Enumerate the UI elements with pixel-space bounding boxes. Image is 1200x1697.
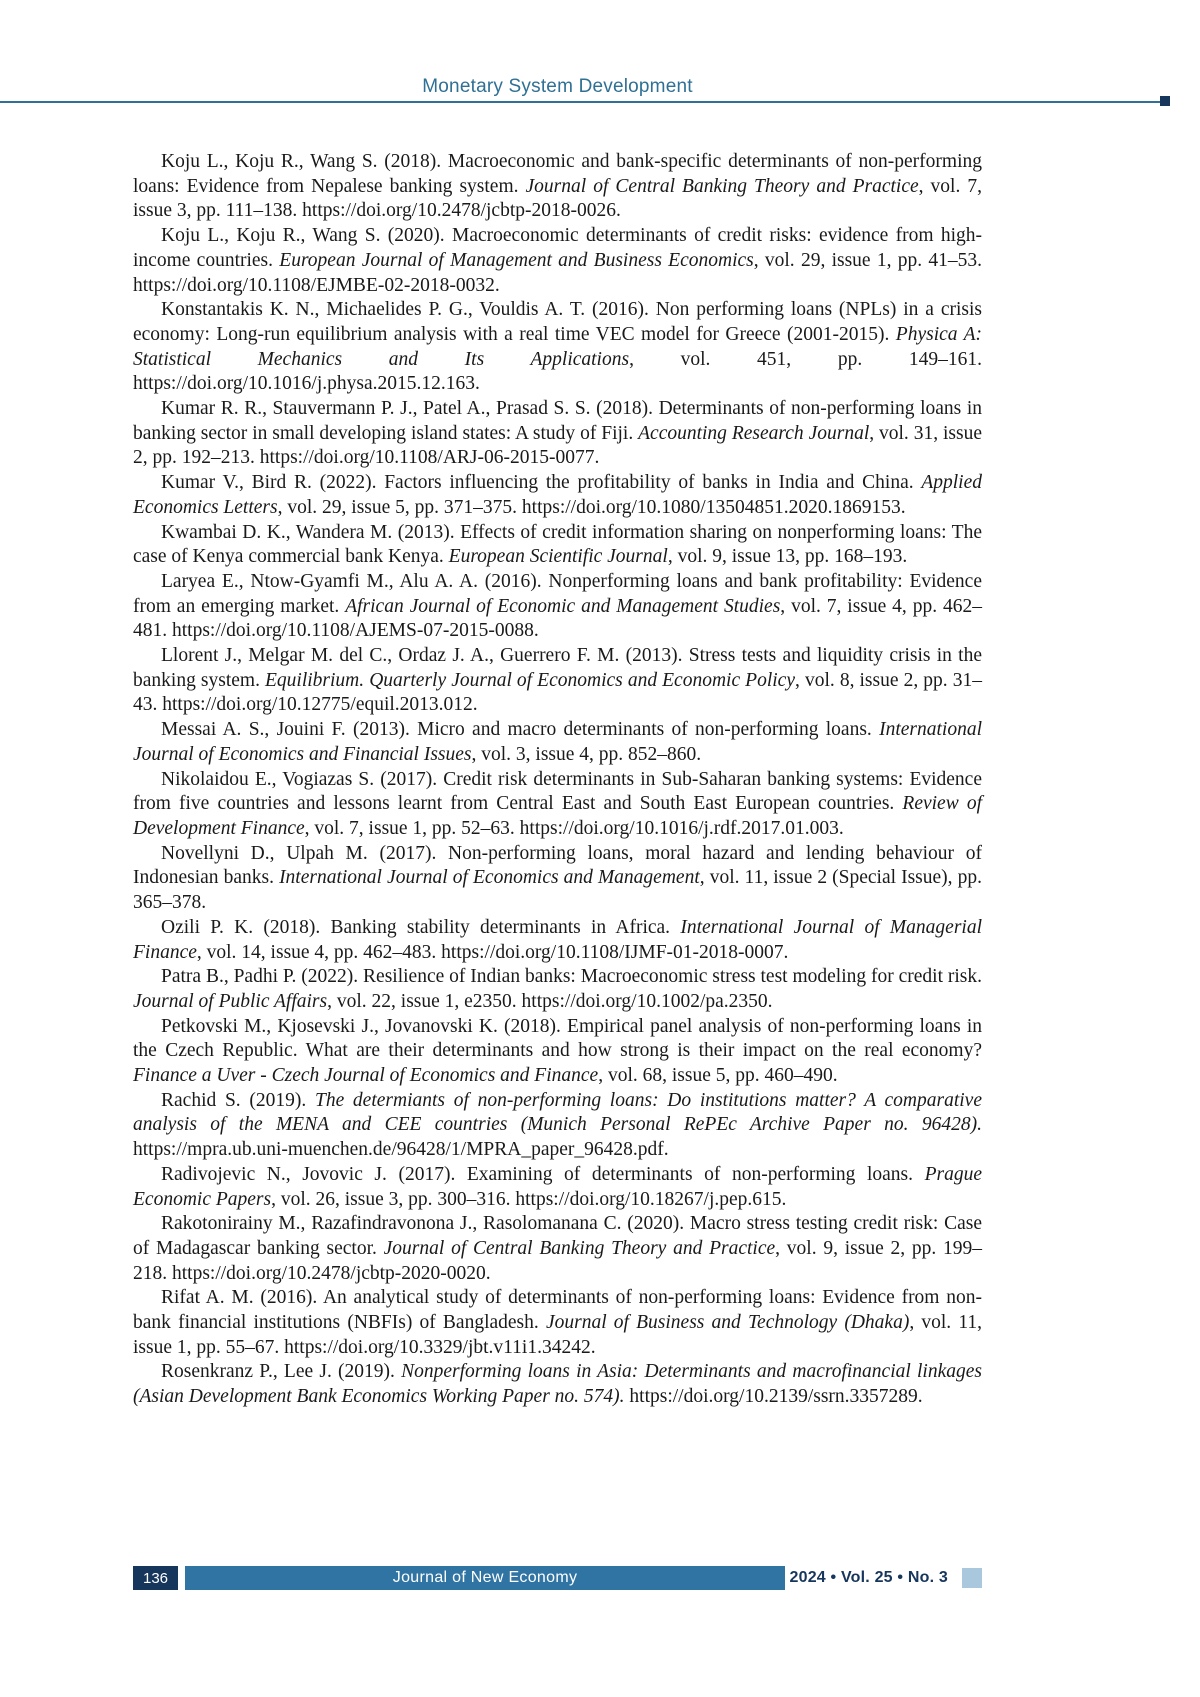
- reference-text: , vol. 11, issue 2 (Special Issue), pp. 365–378.: [133, 867, 982, 914]
- reference-text: , vol. 26, issue 3, pp. 300–316. https://doi.org/10.18267/j.pep.615.: [271, 1188, 787, 1210]
- reference-journal-title: Journal of Business and Technology (Dhaka): [545, 1312, 910, 1334]
- reference-text: Kumar R. R., Stauvermann P. J., Patel A., Prasad S. S. (2018). Determinants of non-performing loans in banking sector in small developing island states: A study of Fiji.: [133, 398, 982, 444]
- reference-text: Laryea E., Ntow-Gyamfi M., Alu A. A. (2016). Nonperforming loans and bank profitability: Evidence from an emerging market.: [133, 570, 982, 617]
- reference-text: , vol. 9, issue 13, pp. 168–193.: [667, 546, 908, 568]
- reference-text: , vol. 7, issue 1, pp. 52–63. https://doi.org/10.1016/j.rdf.2017.01.003.: [304, 817, 844, 839]
- reference-text: , vol. 7, issue 4, pp. 462–481. https://doi.org/10.1108/AJEMS-07-2015-0088.: [133, 595, 982, 642]
- journal-name-bar: Journal of New Economy: [185, 1566, 785, 1590]
- reference-text: Rifat A. M. (2016). An analytical study of determinants of non-performing loans: Evidence from non-bank financial institutions (NBFIs) of Bangladesh.: [133, 1287, 982, 1334]
- reference-journal-title: African Journal of Economic and Management Studies: [345, 595, 781, 617]
- references-list: [133, 150, 982, 1410]
- reference-text: Novellyni D., Ulpah M. (2017). Non-performing loans, moral hazard and lending behaviour of Indonesian banks.: [133, 842, 982, 889]
- reference-text: Patra B., Padhi P. (2022). Resilience of Indian banks: Macroeconomic stress test modeling for credit risk.: [161, 966, 982, 988]
- reference-item: [133, 1089, 982, 1163]
- reference-item: [133, 718, 982, 767]
- reference-text: , vol. 7, issue 3, pp. 111–138. https://doi.org/10.2478/jcbtp-2018-0026.: [133, 175, 983, 222]
- reference-text: , vol. 3, issue 4, pp. 852–860.: [471, 743, 702, 765]
- footer-end-square: [962, 1568, 982, 1588]
- reference-text: , vol. 29, issue 5, pp. 371–375. https://doi.org/10.1080/13504851.2020.1869153.: [277, 496, 906, 518]
- reference-journal-title: Accounting Research Journal: [638, 422, 870, 444]
- reference-text: https://mpra.ub.uni-muenchen.de/96428/1/MPRA_paper_96428.pdf.: [133, 1139, 669, 1161]
- reference-text: Nikolaidou E., Vogiazas S. (2017). Credit risk determinants in Sub-Saharan banking systems: Evidence from five countries and lessons learnt from Central East and South East European countries.: [133, 768, 982, 815]
- reference-journal-title: Journal of Central Banking Theory and Practice: [383, 1237, 776, 1259]
- header-end-square: [1160, 96, 1170, 106]
- reference-text: Ozili P. K. (2018). Banking stability determinants in Africa.: [161, 916, 681, 938]
- reference-text: , vol. 14, issue 4, pp. 462–483. https://doi.org/10.1108/IJMF-01-2018-0007.: [196, 941, 789, 963]
- page-number-badge: 136: [133, 1566, 178, 1590]
- running-head-title: Monetary System Development: [422, 76, 693, 97]
- reference-item: [133, 1360, 982, 1409]
- reference-text: , vol. 11, issue 1, pp. 55–67. https://doi.org/10.3329/jbt.v11i1.34242.: [133, 1312, 982, 1358]
- reference-journal-title: International Journal of Economics and Financial Issues: [133, 719, 982, 765]
- reference-journal-title: Nonperforming loans in Asia: Determinants and macrofinancial linkages (Asian Development Bank Economics Working Paper no. 574).: [133, 1361, 982, 1408]
- reference-text: Llorent J., Melgar M. del C., Ordaz J. A., Guerrero F. M. (2013). Stress tests and liquidity crisis in the banking system.: [133, 645, 982, 691]
- reference-item: [133, 298, 982, 397]
- reference-item: [133, 916, 982, 965]
- reference-journal-title: European Scientific Journal: [448, 546, 668, 568]
- reference-text: Petkovski M., Kjosevski J., Jovanovski K. (2018). Empirical panel analysis of non-performing loans in the Czech Republic. What are their determinants and how strong is their impact on the real economy?: [133, 1015, 982, 1062]
- reference-text: Rakotonirainy M., Razafindravonona J., Rasolomanana C. (2020). Macro stress testing credit risk: Case of Madagascar banking sector.: [133, 1213, 982, 1259]
- reference-journal-title: Physica A: Statistical Mechanics and Its Applications: [133, 323, 983, 370]
- reference-item: [133, 1163, 982, 1212]
- reference-journal-title: International Journal of Managerial Finance: [133, 916, 983, 963]
- reference-text: Kwambai D. K., Wandera M. (2013). Effects of credit information sharing on nonperforming loans: The case of Kenya commercial bank Kenya.: [133, 521, 982, 568]
- reference-journal-title: Applied Economics Letters: [133, 472, 982, 518]
- reference-text: , vol. 451, pp. 149–161. https://doi.org/10.1016/j.physa.2015.12.163.: [133, 348, 982, 395]
- reference-text: Messai A. S., Jouini F. (2013). Micro and macro determinants of non-performing loans.: [161, 719, 880, 741]
- reference-journal-title: Equilibrium. Quarterly Journal of Economics and Economic Policy: [265, 669, 795, 691]
- reference-journal-title: Finance a Uver - Czech Journal of Economics and Finance: [133, 1065, 599, 1087]
- reference-text: Koju L., Koju R., Wang S. (2018). Macroeconomic and bank-specific determinants of non-performing loans: Evidence from Nepalese banking system.: [133, 151, 982, 197]
- reference-journal-title: Journal of Central Banking Theory and Practice: [525, 175, 919, 197]
- reference-item: [133, 1212, 982, 1286]
- reference-item: [133, 224, 982, 298]
- reference-item: [133, 521, 982, 570]
- reference-text: , vol. 9, issue 2, pp. 199–218. https://doi.org/10.2478/jcbtp-2020-0020.: [133, 1237, 982, 1284]
- reference-item: [133, 150, 982, 224]
- reference-journal-title: European Journal of Management and Business Economics: [279, 249, 754, 271]
- reference-text: , vol. 29, issue 1, pp. 41–53. https://doi.org/10.1108/EJMBE-02-2018-0032.: [133, 249, 983, 296]
- reference-text: Koju L., Koju R., Wang S. (2020). Macroeconomic determinants of credit risks: evidence from high-income countries.: [133, 225, 982, 271]
- reference-text: Rachid S. (2019).: [161, 1089, 315, 1111]
- issue-info: 2024 • Vol. 25 • No. 3: [789, 1569, 948, 1586]
- reference-text: Radivojevic N., Jovovic J. (2017). Examining of determinants of non-performing loans.: [161, 1163, 925, 1185]
- reference-text: Kumar V., Bird R. (2022). Factors influencing the profitability of banks in India and China.: [161, 472, 922, 494]
- reference-text: , vol. 8, issue 2, pp. 31–43. https://doi.org/10.12775/equil.2013.012.: [133, 669, 982, 716]
- reference-text: https://doi.org/10.2139/ssrn.3357289.: [624, 1386, 923, 1408]
- reference-text: , vol. 22, issue 1, e2350. https://doi.org/10.1002/pa.2350.: [327, 990, 773, 1012]
- reference-journal-title: International Journal of Economics and Management: [279, 867, 700, 889]
- reference-text: , vol. 31, issue 2, pp. 192–213. https://doi.org/10.1108/ARJ-06-2015-0077.: [133, 422, 982, 469]
- reference-item: [133, 768, 982, 842]
- reference-item: [133, 471, 982, 520]
- reference-journal-title: Journal of Public Affairs: [133, 990, 328, 1012]
- reference-text: Rosenkranz P., Lee J. (2019).: [161, 1361, 402, 1383]
- reference-item: [133, 965, 982, 1014]
- reference-text: Konstantakis K. N., Michaelides P. G., Vouldis A. T. (2016). Non performing loans (NPLs) in a crisis economy: Long-run equilibrium analysis with a real time VEC model for Greece (2001-2015).: [133, 299, 982, 345]
- reference-journal-title: Review of Development Finance: [133, 793, 983, 839]
- reference-item: [133, 644, 982, 718]
- reference-item: [133, 1286, 982, 1360]
- reference-text: , vol. 68, issue 5, pp. 460–490.: [598, 1065, 838, 1087]
- reference-item: [133, 842, 982, 916]
- reference-item: [133, 397, 982, 471]
- reference-journal-title: The determiants of non-performing loans: Do institutions matter? A comparative analysis of the MENA and CEE countries (Munich Personal RePEc Archive Paper no. 96428).: [133, 1089, 982, 1136]
- page-footer: [133, 1566, 982, 1590]
- reference-journal-title: Prague Economic Papers: [133, 1163, 982, 1210]
- reference-item: [133, 1015, 982, 1089]
- header-rule: [0, 101, 1160, 103]
- reference-item: [133, 570, 982, 644]
